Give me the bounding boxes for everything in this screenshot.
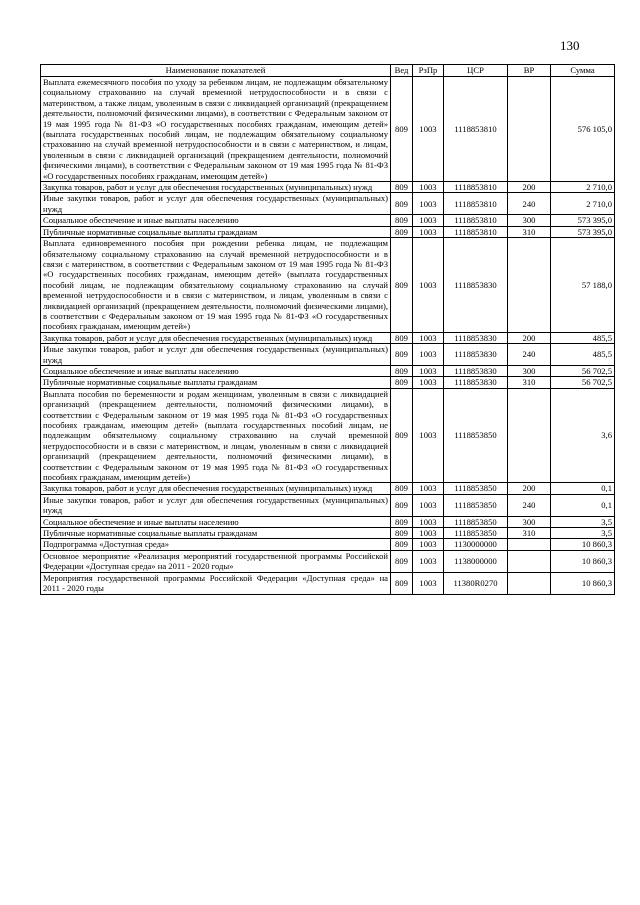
cell-vr (508, 77, 551, 182)
header-name: Наименование показателей (41, 65, 391, 77)
cell-csr: 1118853810 (444, 182, 508, 193)
cell-vr: 300 (508, 365, 551, 376)
cell-sum: 2 710,0 (551, 182, 615, 193)
cell-vr: 240 (508, 344, 551, 366)
cell-rzpr: 1003 (413, 193, 444, 215)
table-row (41, 528, 615, 539)
cell-vr (508, 539, 551, 550)
cell-vr: 300 (508, 516, 551, 527)
cell-name: Иные закупки товаров, работ и услуг для обеспечения государственных (муниципальных) нужд (41, 193, 391, 215)
cell-ved: 809 (391, 226, 413, 237)
cell-csr: 1118853830 (444, 344, 508, 366)
cell-sum: 3,5 (551, 528, 615, 539)
table-row (41, 516, 615, 527)
cell-csr: 11380R0270 (444, 572, 508, 594)
table-header-row (41, 65, 615, 77)
table-row (41, 572, 615, 594)
cell-vr (508, 388, 551, 483)
cell-vr: 300 (508, 215, 551, 226)
cell-sum: 10 860,3 (551, 539, 615, 550)
cell-ved: 809 (391, 377, 413, 388)
cell-vr: 240 (508, 193, 551, 215)
cell-ved: 809 (391, 388, 413, 483)
table-row (41, 539, 615, 550)
cell-csr: 1118853810 (444, 77, 508, 182)
cell-csr: 1118853850 (444, 388, 508, 483)
cell-name: Подпрограмма «Доступная среда» (41, 539, 391, 550)
table-row (41, 483, 615, 494)
cell-ved: 809 (391, 344, 413, 366)
cell-vr (508, 572, 551, 594)
cell-name: Закупка товаров, работ и услуг для обеспечения государственных (муниципальных) нужд (41, 483, 391, 494)
cell-name: Закупка товаров, работ и услуг для обеспечения государственных (муниципальных) нужд (41, 332, 391, 343)
cell-sum: 485,5 (551, 332, 615, 343)
cell-csr: 1118853830 (444, 377, 508, 388)
cell-name: Социальное обеспечение и иные выплаты населению (41, 215, 391, 226)
table-row (41, 182, 615, 193)
cell-sum: 573 395,0 (551, 215, 615, 226)
cell-rzpr: 1003 (413, 539, 444, 550)
cell-rzpr: 1003 (413, 77, 444, 182)
table-row (41, 494, 615, 516)
cell-ved: 809 (391, 528, 413, 539)
cell-name: Мероприятия государственной программы Российской Федерации «Доступная среда» на 2011 - 2020 годы (41, 572, 391, 594)
cell-sum: 56 702,5 (551, 377, 615, 388)
table-row (41, 377, 615, 388)
cell-csr: 1118853830 (444, 365, 508, 376)
table-row (41, 344, 615, 366)
cell-csr: 1118853850 (444, 528, 508, 539)
header-ved: Вед (391, 65, 413, 77)
cell-name: Выплата пособия по беременности и родам женщинам, уволенным в связи с ликвидацией организаций (прекращением деятельности, полномочий физическими лицами), в соответствии с Федеральным законом от 19 мая 1995 года № 81-ФЗ «О государственных пособиях гражданам, имеющим детей» (выплата государственных пособий лицам, не подлежащим обязательному социальному страхованию на случай временной нетрудоспособности и в связи с материнством, и лицам, уволенным в связи с ликвидацией организаций (прекращением деятельности, полномочий физическими лицами), в соответствии с Федеральным законом от 19 мая 1995 года № 81-ФЗ «О государственных пособиях гражданам, имеющим детей») (41, 388, 391, 483)
cell-csr: 1138000000 (444, 550, 508, 572)
cell-rzpr: 1003 (413, 182, 444, 193)
cell-rzpr: 1003 (413, 528, 444, 539)
cell-sum: 10 860,3 (551, 550, 615, 572)
header-rzpr: РзПр (413, 65, 444, 77)
header-csr: ЦСР (444, 65, 508, 77)
cell-rzpr: 1003 (413, 238, 444, 333)
cell-name: Публичные нормативные социальные выплаты гражданам (41, 226, 391, 237)
table-row (41, 77, 615, 182)
cell-sum: 576 105,0 (551, 77, 615, 182)
cell-vr (508, 238, 551, 333)
cell-sum: 10 860,3 (551, 572, 615, 594)
cell-sum: 573 395,0 (551, 226, 615, 237)
table-row (41, 238, 615, 333)
cell-ved: 809 (391, 572, 413, 594)
cell-csr: 1118853810 (444, 226, 508, 237)
cell-rzpr: 1003 (413, 516, 444, 527)
cell-rzpr: 1003 (413, 215, 444, 226)
cell-csr: 1118853850 (444, 494, 508, 516)
cell-rzpr: 1003 (413, 332, 444, 343)
cell-ved: 809 (391, 215, 413, 226)
cell-ved: 809 (391, 365, 413, 376)
cell-rzpr: 1003 (413, 494, 444, 516)
table-row (41, 332, 615, 343)
cell-csr: 1118853850 (444, 516, 508, 527)
cell-name: Социальное обеспечение и иные выплаты населению (41, 516, 391, 527)
cell-sum: 2 710,0 (551, 193, 615, 215)
cell-vr: 240 (508, 494, 551, 516)
cell-rzpr: 1003 (413, 226, 444, 237)
page-number: 130 (560, 38, 580, 53)
cell-ved: 809 (391, 238, 413, 333)
header-vr: ВР (508, 65, 551, 77)
cell-vr: 200 (508, 332, 551, 343)
cell-rzpr: 1003 (413, 550, 444, 572)
cell-name: Иные закупки товаров, работ и услуг для обеспечения государственных (муниципальных) нужд (41, 494, 391, 516)
cell-name: Социальное обеспечение и иные выплаты населению (41, 365, 391, 376)
cell-vr: 310 (508, 226, 551, 237)
cell-rzpr: 1003 (413, 344, 444, 366)
cell-vr: 200 (508, 182, 551, 193)
table-row (41, 226, 615, 237)
cell-ved: 809 (391, 550, 413, 572)
cell-ved: 809 (391, 516, 413, 527)
cell-sum: 3,5 (551, 516, 615, 527)
cell-rzpr: 1003 (413, 365, 444, 376)
cell-sum: 0,1 (551, 483, 615, 494)
cell-csr: 1118853850 (444, 483, 508, 494)
cell-rzpr: 1003 (413, 377, 444, 388)
table-row (41, 388, 615, 483)
cell-ved: 809 (391, 332, 413, 343)
cell-vr: 200 (508, 483, 551, 494)
cell-vr: 310 (508, 377, 551, 388)
cell-ved: 809 (391, 193, 413, 215)
table-row (41, 215, 615, 226)
cell-ved: 809 (391, 77, 413, 182)
table-row (41, 365, 615, 376)
cell-csr: 1118853830 (444, 238, 508, 333)
cell-csr: 1118853810 (444, 215, 508, 226)
table-row (41, 193, 615, 215)
cell-sum: 0,1 (551, 494, 615, 516)
cell-sum: 485,5 (551, 344, 615, 366)
header-sum: Сумма (551, 65, 615, 77)
budget-table (40, 64, 615, 595)
cell-name: Выплата ежемесячного пособия по уходу за ребенком лицам, не подлежащим обязательному социальному страхованию на случай временной нетрудоспособности и в связи с материнством, а также лицам, уволенным в связи с ликвидацией организаций (прекращением деятельности, полномочий физическими лицами), в соответствии с Федеральным законом от 19 мая 1995 года № 81-ФЗ «О государственных пособиях гражданам, имеющим детей» (выплата государственных пособий лицам, не подлежащим обязательному социальному страхованию на случай временной нетрудоспособности и в связи с материнством, и лицам, уволенным в связи с ликвидацией организаций (прекращением деятельности, полномочий физическими лицами), в соответствии с Федеральным законом от 19 мая 1995 года № 81-ФЗ «О государственных пособиях гражданам, имеющим детей») (41, 77, 391, 182)
cell-csr: 1130000000 (444, 539, 508, 550)
cell-ved: 809 (391, 494, 413, 516)
cell-vr (508, 550, 551, 572)
cell-vr: 310 (508, 528, 551, 539)
cell-sum: 57 188,0 (551, 238, 615, 333)
cell-name: Основное мероприятие «Реализация мероприятий государственной программы Российской Федерации «Доступная среда» на 2011 - 2020 годы» (41, 550, 391, 572)
cell-rzpr: 1003 (413, 572, 444, 594)
cell-name: Публичные нормативные социальные выплаты гражданам (41, 528, 391, 539)
cell-ved: 809 (391, 539, 413, 550)
cell-name: Публичные нормативные социальные выплаты гражданам (41, 377, 391, 388)
cell-sum: 56 702,5 (551, 365, 615, 376)
cell-name: Закупка товаров, работ и услуг для обеспечения государственных (муниципальных) нужд (41, 182, 391, 193)
cell-csr: 1118853830 (444, 332, 508, 343)
cell-rzpr: 1003 (413, 483, 444, 494)
cell-name: Иные закупки товаров, работ и услуг для обеспечения государственных (муниципальных) нужд (41, 344, 391, 366)
table-row (41, 550, 615, 572)
cell-ved: 809 (391, 483, 413, 494)
cell-rzpr: 1003 (413, 388, 444, 483)
cell-name: Выплата единовременного пособия при рождении ребенка лицам, не подлежащим обязательному социальному страхованию на случай временной нетрудоспособности и в связи с материнством, в соответствии с Федеральным законом от 19 мая 1995 года № 81-ФЗ «О государственных пособиях гражданам, имеющим детей» (выплата государственных пособий лицам, не подлежащим обязательному социальному страхованию на случай временной нетрудоспособности и в связи с материнством, и лицам, уволенным в связи с ликвидацией организаций (прекращением деятельности, полномочий физическими лицами), в соответствии с Федеральным законом от 19 мая 1995 года № 81-ФЗ «О государственных пособиях гражданам, имеющим детей») (41, 238, 391, 333)
cell-csr: 1118853810 (444, 193, 508, 215)
cell-sum: 3,6 (551, 388, 615, 483)
cell-ved: 809 (391, 182, 413, 193)
